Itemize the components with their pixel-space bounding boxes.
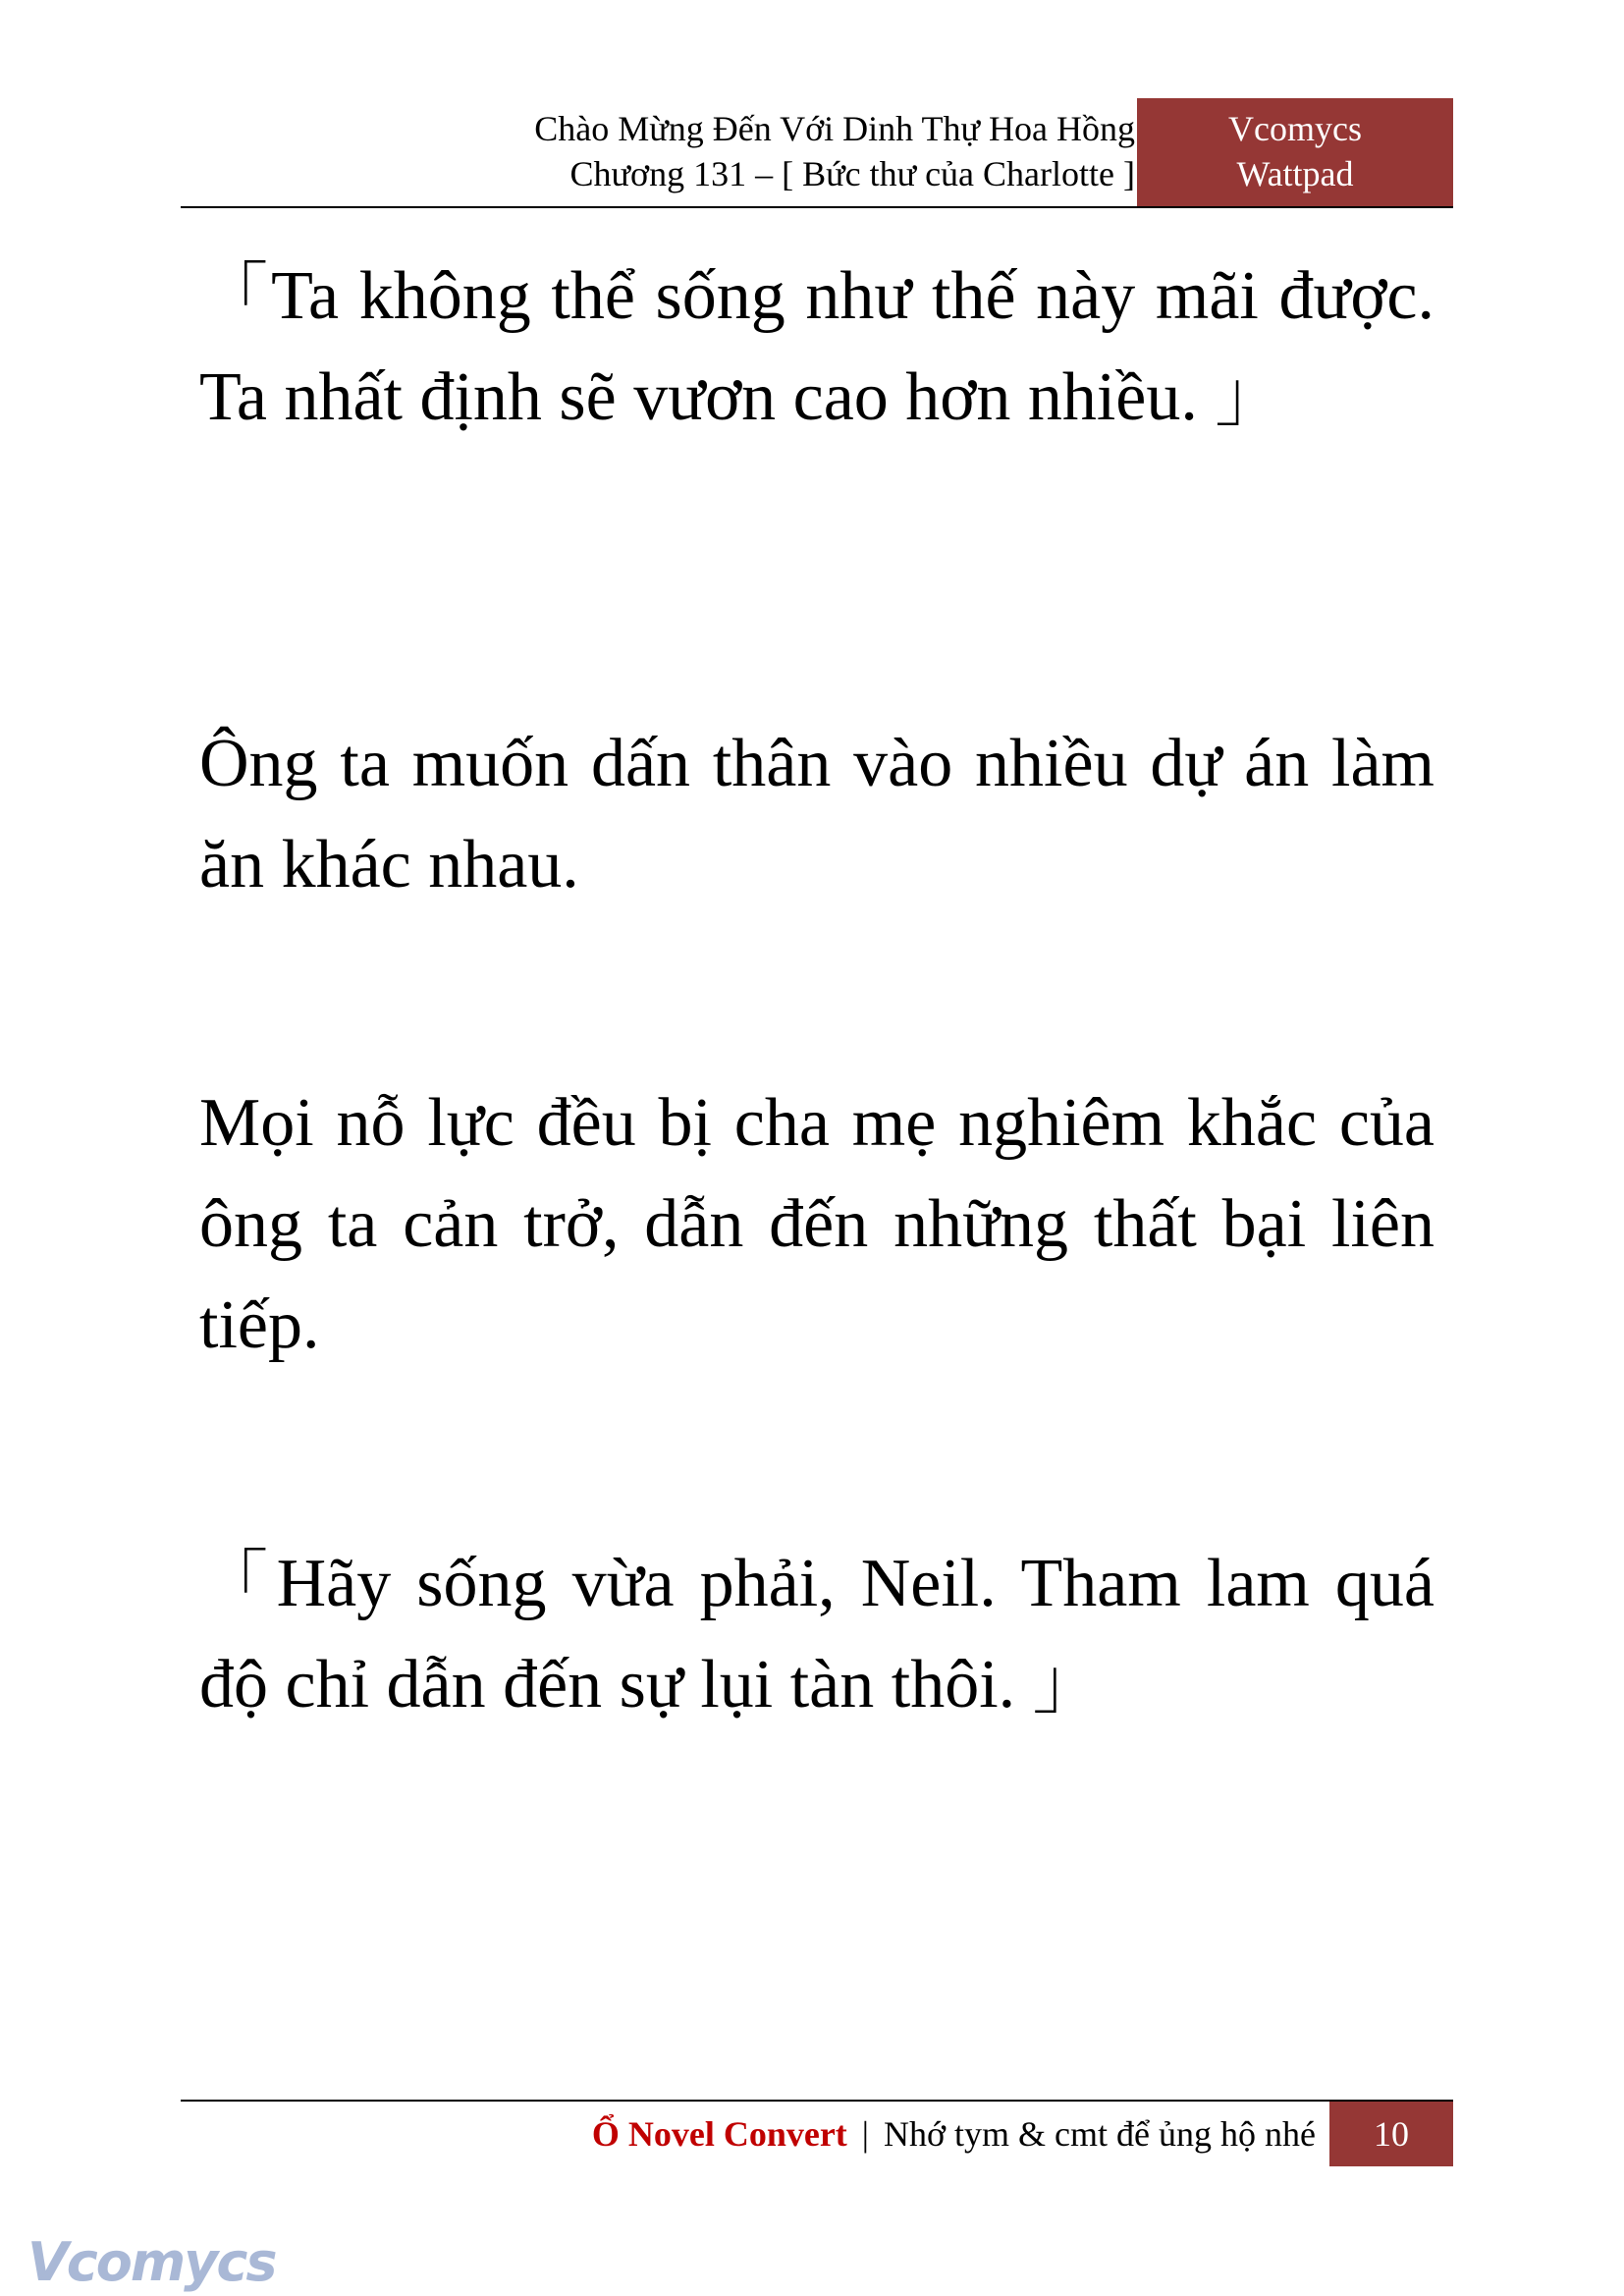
paragraph: Ông ta muốn dấn thân vào nhiều dự án làm ăn khác nhau.	[199, 726, 1435, 902]
footer-separator: |	[861, 2114, 870, 2154]
page-number: 10	[1329, 2102, 1453, 2166]
header-title-block	[181, 98, 1135, 206]
footer-text	[592, 2102, 1316, 2166]
header-brand-line1: Vcomycs	[1228, 109, 1362, 148]
paragraph: 「Ta không thể sống như thế này mãi được. Ta nhất định sẽ vươn cao hơn nhiều. 」	[199, 258, 1435, 435]
paragraph: 「Hãy sống vừa phải, Neil. Tham lam quá độ chỉ dẫn đến sự lụi tàn thôi. 」	[199, 1546, 1435, 1722]
page-footer	[181, 2102, 1453, 2166]
header-brand-line2: Wattpad	[1236, 154, 1354, 193]
watermark-logo: Vcomycs	[27, 2231, 276, 2293]
header-divider	[181, 206, 1453, 208]
header-brand-box	[1137, 98, 1453, 206]
chapter-title: Chương 131 – [ Bức thư của Charlotte ]	[569, 154, 1135, 193]
footer-note: Nhớ tym & cmt để ủng hộ nhé	[884, 2114, 1316, 2154]
book-title: Chào Mừng Đến Với Dinh Thự Hoa Hồng	[534, 109, 1135, 148]
paragraph: Mọi nỗ lực đều bị cha mẹ nghiêm khắc của ông ta cản trở, dẫn đến những thất bại liên tiếp.	[199, 1085, 1435, 1363]
page-header	[181, 98, 1453, 206]
footer-brand: Ổ Novel Convert	[591, 2114, 847, 2154]
